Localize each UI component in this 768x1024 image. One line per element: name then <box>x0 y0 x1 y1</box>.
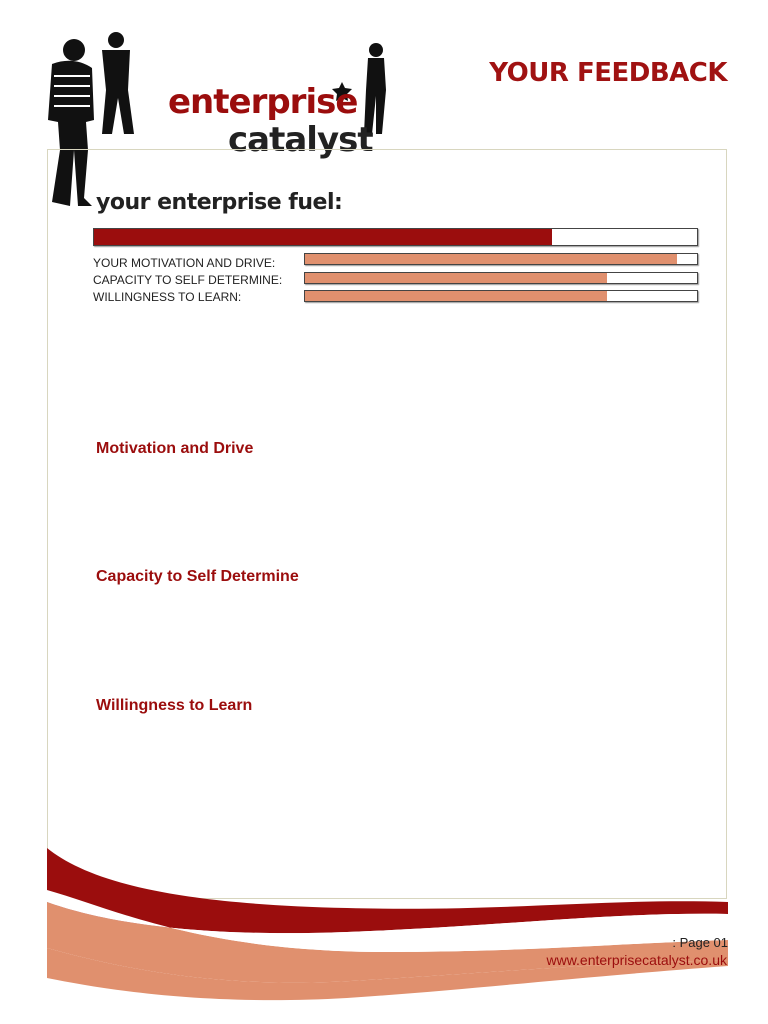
metric-bar-self-determine <box>304 272 698 284</box>
metric-bar-motivation <box>304 253 698 265</box>
section-title-self-determine: Capacity to Self Determine <box>96 568 299 585</box>
metric-fill-motivation <box>305 254 677 264</box>
metric-fill-self-determine <box>305 273 607 283</box>
metric-label-self-determine: CAPACITY TO SELF DETERMINE: <box>93 273 283 287</box>
fuel-heading: your enterprise fuel: <box>96 190 343 215</box>
logo-text-enterprise: enterprise <box>168 82 358 122</box>
website-link[interactable]: www.enterprisecatalyst.co.uk <box>546 952 727 968</box>
section-title-motivation: Motivation and Drive <box>96 440 254 457</box>
metric-bar-learn <box>304 290 698 302</box>
overall-fuel-bar <box>93 228 698 246</box>
page-title: YOUR FEEDBACK <box>489 58 727 88</box>
section-title-learn: Willingness to Learn <box>96 697 253 714</box>
metric-label-motivation: YOUR MOTIVATION AND DRIVE: <box>93 256 276 270</box>
page-number: : Page 01 <box>672 935 728 950</box>
logo-text-catalyst: catalyst <box>228 120 373 160</box>
footer-wave-graphic <box>47 840 728 1010</box>
overall-fuel-fill <box>94 229 552 245</box>
metric-fill-learn <box>305 291 607 301</box>
metric-label-learn: WILLINGNESS TO LEARN: <box>93 290 242 304</box>
